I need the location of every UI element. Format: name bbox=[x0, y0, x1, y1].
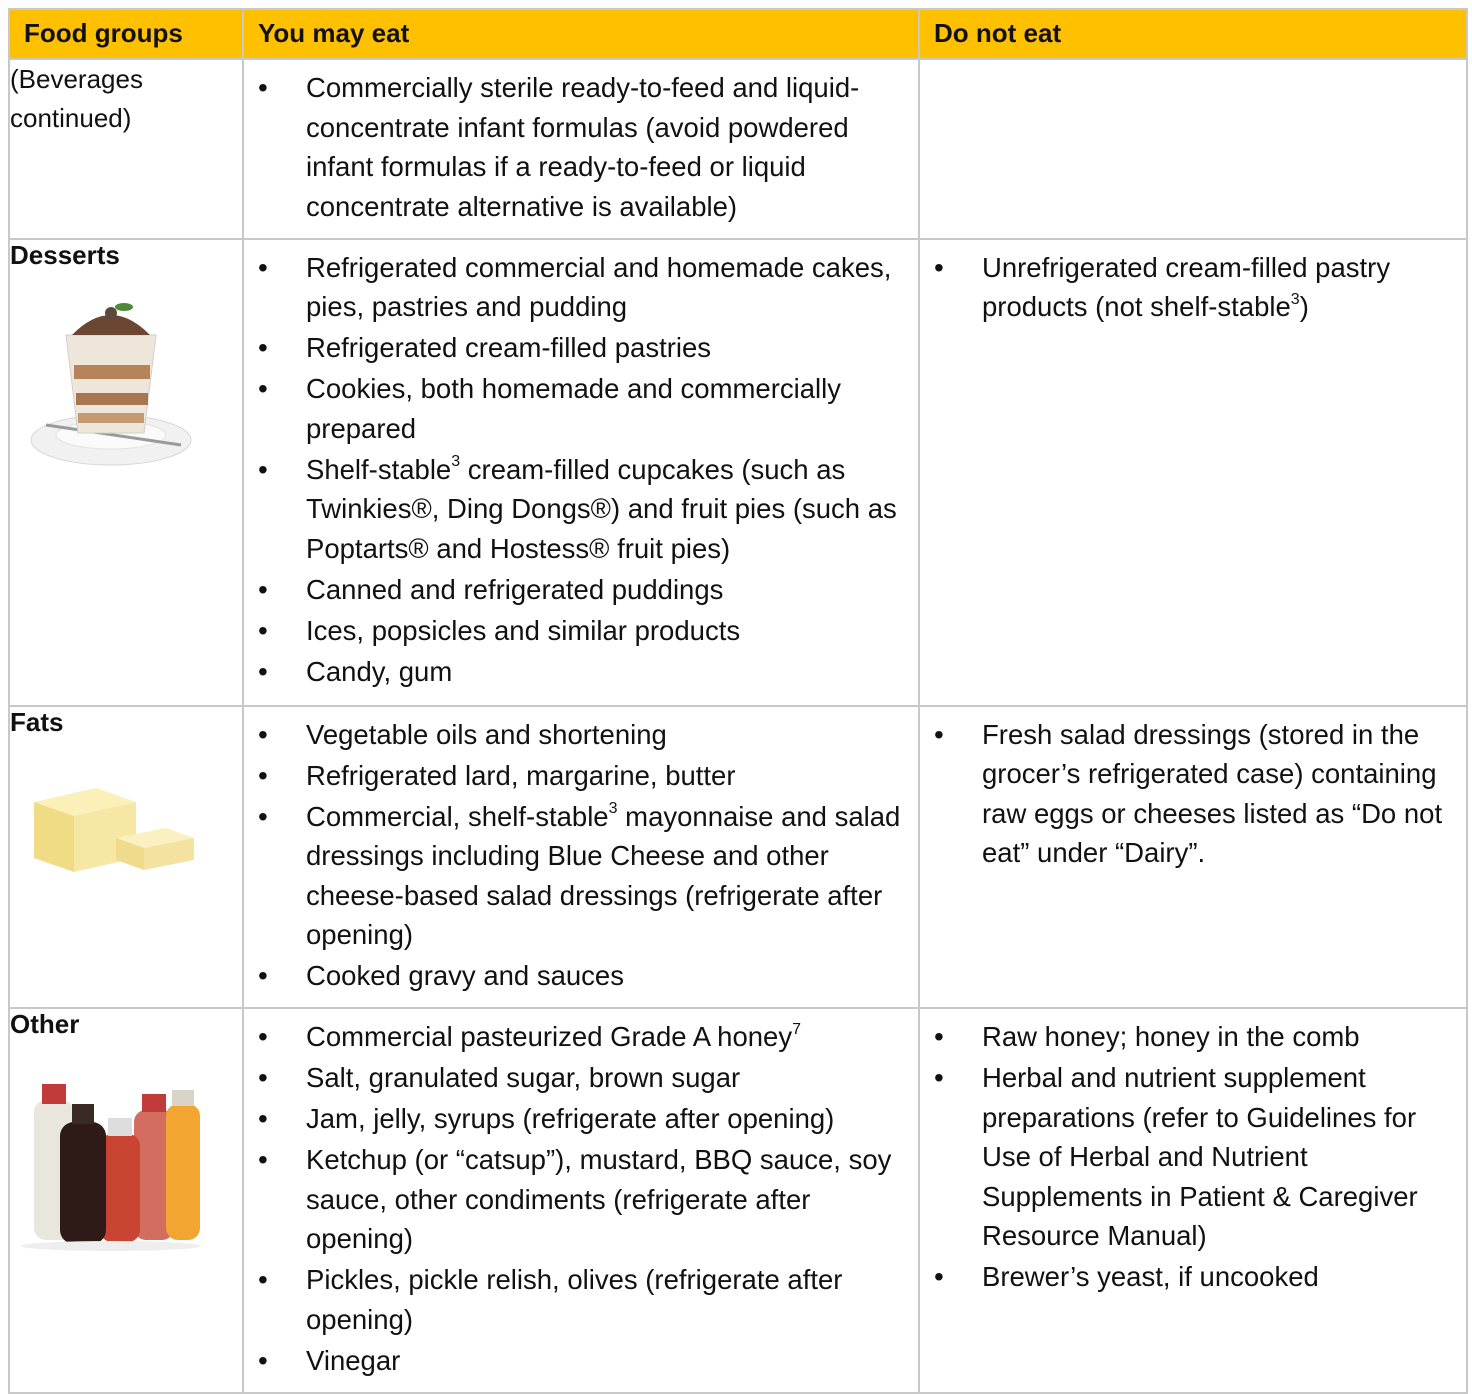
header-do-not-eat: Do not eat bbox=[919, 9, 1467, 59]
footnote-marker: 7 bbox=[792, 1020, 801, 1038]
footnote-marker: 3 bbox=[608, 800, 618, 818]
list-item: • Refrigerated cream-filled pastries bbox=[244, 328, 918, 368]
footnote-marker: 3 bbox=[1290, 290, 1300, 308]
list-item: • Shelf-stable$^3$ cream-filled cupcakes (such as Twinkies®, Ding Dongs®) and fruit pies (such as Poptarts® and Hostess® fruit pies) bbox=[244, 450, 918, 569]
list-item: • Fresh salad dressings (stored in the grocer’s refrigerated case) containing raw eggs or cheeses listed as “Do not eat” under “Dairy”. bbox=[920, 715, 1466, 873]
group-name: Fats bbox=[10, 706, 64, 737]
bullet-list bbox=[244, 1009, 918, 1392]
list-item: • Commercially sterile ready-to-feed and liquid-concentrate infant formulas (avoid powdered infant formulas if a ready-to-feed or liquid concentrate alternative is available) bbox=[244, 68, 918, 226]
group-name: Desserts bbox=[10, 239, 120, 270]
list-item: • Herbal and nutrient supplement preparations (refer to Guidelines for Use of Herbal and Nutrient Supplements in Patient & Caregiver Resource Manual) bbox=[920, 1058, 1466, 1256]
list-item: • Refrigerated commercial and homemade cakes, pies, pastries and pudding bbox=[244, 248, 918, 327]
list-item: • Raw honey; honey in the comb bbox=[920, 1017, 1466, 1057]
table-row bbox=[9, 239, 1467, 706]
list-item: • Brewer’s yeast, if uncooked bbox=[920, 1257, 1466, 1297]
food-safety-table bbox=[8, 8, 1468, 1394]
list-item: • Vinegar bbox=[244, 1341, 918, 1381]
list-item: • Commercial, shelf-stable$^3$ mayonnaise and salad dressings including Blue Cheese and other cheese-based salad dressings (refrigerate after opening) bbox=[244, 797, 918, 955]
header-row bbox=[9, 9, 1467, 59]
list-item: • Candy, gum bbox=[244, 652, 918, 692]
may-eat-cell bbox=[243, 239, 919, 706]
may-eat-cell bbox=[243, 1008, 919, 1393]
list-item: • Vegetable oils and shortening bbox=[244, 715, 918, 755]
header-food-groups: Food groups bbox=[9, 9, 243, 59]
bullet-list bbox=[244, 60, 918, 238]
list-item: • Cookies, both homemade and commercially prepared bbox=[244, 369, 918, 448]
group-cell bbox=[9, 239, 243, 706]
may-eat-cell bbox=[243, 59, 919, 239]
group-name: (Beverages continued) bbox=[10, 64, 143, 133]
dessert-parfait-icon bbox=[16, 295, 206, 485]
list-item: • Ices, popsicles and similar products bbox=[244, 611, 918, 651]
do-not-eat-cell bbox=[919, 706, 1467, 1009]
bullet-list bbox=[920, 1009, 1466, 1308]
list-item: • Ketchup (or “catsup”), mustard, BBQ sauce, soy sauce, other condiments (refrigerate after opening) bbox=[244, 1140, 918, 1259]
list-item: • Jam, jelly, syrups (refrigerate after opening) bbox=[244, 1099, 918, 1139]
table-row bbox=[9, 1008, 1467, 1393]
table-row bbox=[9, 59, 1467, 239]
group-cell bbox=[9, 1008, 243, 1393]
bullet-list bbox=[244, 240, 918, 703]
group-cell bbox=[9, 706, 243, 1009]
header-you-may-eat: You may eat bbox=[243, 9, 919, 59]
do-not-eat-cell bbox=[919, 59, 1467, 239]
list-item: • Refrigerated lard, margarine, butter bbox=[244, 756, 918, 796]
group-name: Other bbox=[10, 1009, 80, 1039]
list-item: • Unrefrigerated cream-filled pastry products (not shelf-stable$^3$) bbox=[920, 248, 1466, 327]
condiment-bottles-icon bbox=[16, 1064, 206, 1254]
list-item: • Commercial pasteurized Grade A honey$^7$ bbox=[244, 1017, 918, 1057]
list-item: • Canned and refrigerated puddings bbox=[244, 570, 918, 610]
do-not-eat-cell bbox=[919, 1008, 1467, 1393]
bullet-list bbox=[244, 707, 918, 1008]
group-cell bbox=[9, 59, 243, 239]
list-item: • Cooked gravy and sauces bbox=[244, 956, 918, 996]
may-eat-cell bbox=[243, 706, 919, 1009]
list-item: • Pickles, pickle relish, olives (refrigerate after opening) bbox=[244, 1260, 918, 1339]
footnote-marker: 3 bbox=[451, 453, 461, 471]
bullet-list bbox=[920, 60, 1466, 78]
table-row bbox=[9, 706, 1467, 1009]
list-item: • Salt, granulated sugar, brown sugar bbox=[244, 1058, 918, 1098]
bullet-list bbox=[920, 707, 1466, 885]
do-not-eat-cell bbox=[919, 239, 1467, 706]
bullet-list bbox=[920, 240, 1466, 339]
butter-blocks-icon bbox=[16, 762, 206, 882]
